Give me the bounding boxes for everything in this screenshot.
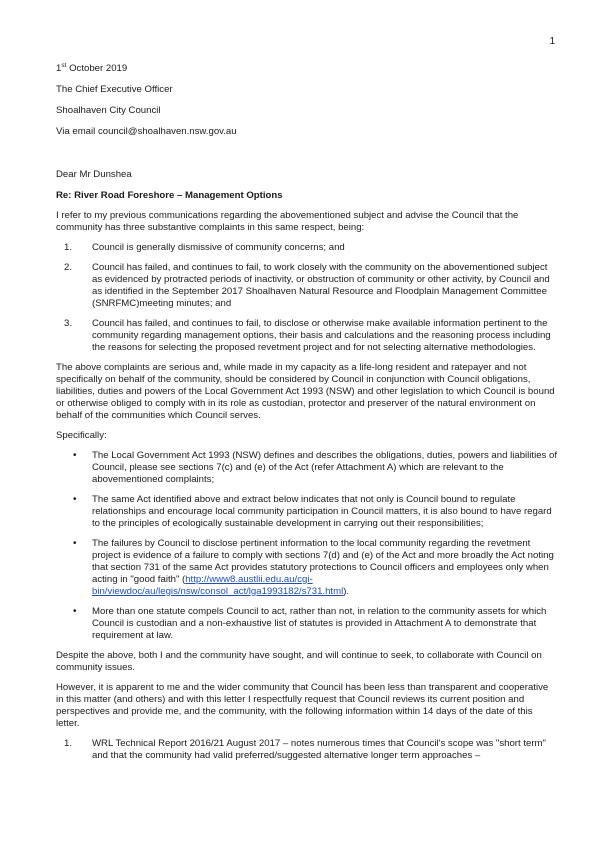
complaint-item [56, 262, 558, 310]
complaint-text: Council has failed, and continues to fail, to disclose or otherwise make available information pertinent to the community regarding management options, their basis and calculations and the reasoning process including the reasons for selecting the proposed revetment project and for not selecting alternative methodologies. [92, 317, 551, 353]
complaint-item [56, 242, 558, 254]
complaint-text: Council is generally dismissive of community concerns; and [92, 242, 345, 254]
bullet-text: More than one statute compels Council to act, rather than not, in relation to the community assets for which Council is custodian and a non-exhaustive list of statutes is provided in Attachment A to demonstrate that requirement at law. [92, 605, 547, 641]
complaint-item [56, 318, 558, 354]
bullet-item [56, 606, 558, 642]
bullet-item [56, 450, 558, 486]
recipient-title: The Chief Executive Officer [56, 84, 173, 96]
complaint-text: Council has failed, and continues to fail, to work closely with the community on the abovementioned subject as evidenced by protracted periods of inactivity, or obstruction of community or other activity, by Council and as identified in the September 2017 Shoalhaven Natural Resource and Floodplain Management Committee (SNRFMC)meeting minutes; and [92, 262, 550, 309]
list-number: 1. [64, 242, 73, 254]
bullet-text: The same Act identified above and extract below indicates that not only is Council bound to regulate relationships and encourage local community participation in Council matters, it is also bound to have regard to the principles of ecologically sustainable development in carrying out their responsibilities; [92, 493, 552, 529]
bullet-icon: • [73, 449, 77, 461]
however-paragraph: However, it is apparent to me and the wider community that Council has been less than transparent and cooperative in this matter (and others) and with this letter I respectfully request that Council reviews its current position and perspectives and provide me, and the community, with the following information within 14 days of the date of this letter. [56, 681, 549, 729]
list-number: 1. [64, 737, 73, 749]
bullet-icon: • [73, 537, 77, 549]
list-number: 2. [64, 262, 73, 274]
page-number: 1 [549, 36, 555, 47]
intro-paragraph: I refer to my previous communications regarding the abovementioned subject and advise the Council that the community has three substantive complaints in this same respect, being: [56, 210, 519, 234]
austlii-link[interactable]: http://www8.austlii.edu.au/cgi-bin/viewdoc/au/legis/nsw/consol_act/lga1993182/s731.html [92, 573, 344, 597]
request-text: WRL Technical Report 2016/21 August 2017 – notes numerous times that Council's scope was "short term" and that the community had valid preferred/suggested alternative longer term approaches – [92, 737, 546, 761]
serious-paragraph: The above complaints are serious and, while made in my capacity as a life-long resident and ratepayer and not specifically on behalf of the community, should be considered by Council in conjunction with Council obligations, liabilities, duties and powers of the Local Government Act 1993 (NSW) and other legislation to which Council is bound or otherwise obliged to comply with in its role as custodian, protector and preserver of the natural environment on behalf of the communities which Council serves. [56, 361, 555, 421]
recipient-email: Via email council@shoalhaven.nsw.gov.au [56, 126, 237, 138]
letter-body [56, 62, 558, 770]
subject-line: Re: River Road Foreshore – Management Options [56, 190, 283, 202]
bullet-text: The Local Government Act 1993 (NSW) defines and describes the obligations, duties, powers and liabilities of Council, please see sections 7(c) and (e) of the Act (refer Attachment A) which are relevant to the abovementioned complaints; [92, 449, 558, 485]
specifics-list [56, 450, 558, 642]
bullet-icon: • [73, 493, 77, 505]
bullet-item [56, 538, 558, 598]
complaints-list [56, 242, 558, 354]
request-item [56, 738, 558, 762]
bullet-item [56, 494, 558, 530]
letter-date: 1st October 2019 [56, 62, 128, 75]
salutation: Dear Mr Dunshea [56, 169, 132, 181]
bullet-icon: • [73, 605, 77, 617]
requests-list [56, 738, 558, 762]
bullet-text: The failures by Council to disclose pertinent information to the local community regarding the revetment project is evidence of a failure to comply with sections 7(d) and (e) of the Act and more broadly the Act noting that section 731 of the same Act provides statutory protections to Council officers and employees only when acting in "good faith" ( [92, 537, 554, 585]
list-number: 3. [64, 317, 73, 329]
specifically-heading: Specifically: [56, 429, 107, 441]
recipient-organisation: Shoalhaven City Council [56, 105, 161, 117]
bullet-text-end: ). [343, 585, 350, 597]
despite-paragraph: Despite the above, both I and the community have sought, and will continue to seek, to collaborate with Council on community issues. [56, 649, 542, 673]
